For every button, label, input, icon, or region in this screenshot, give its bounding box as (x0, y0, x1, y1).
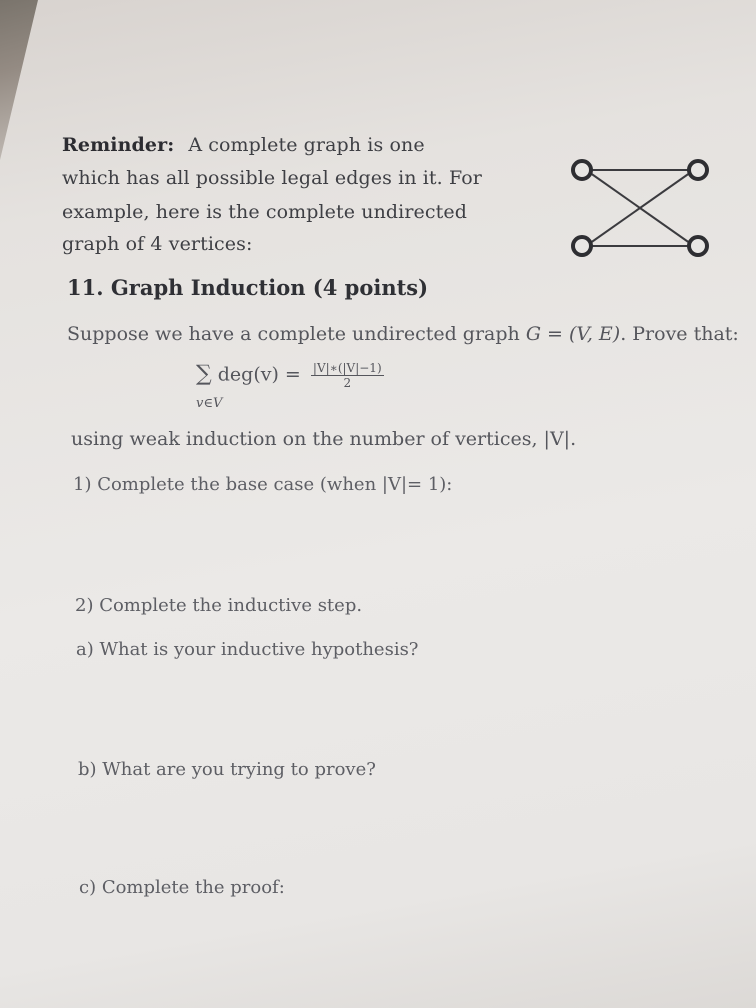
method-line: using weak induction on the number of vertices, |V|. (71, 428, 577, 450)
reminder-line-2: which has all possible legal edges in it. For (62, 167, 482, 189)
sum-symbol: ∑ (196, 361, 212, 387)
prompt-math: G = (V, E) (525, 323, 621, 345)
reminder-line-3: example, here is the complete undirected (62, 201, 467, 223)
question-inductive-step: 2) Complete the inductive step. (75, 595, 363, 616)
vertex-bottom-right (689, 237, 707, 255)
question-base-case: 1) Complete the base case (when |V|= 1): (73, 474, 453, 495)
section-heading: 11. Graph Induction (4 points) (67, 275, 429, 300)
prompt-end: . Prove that: (620, 323, 739, 345)
reminder-line-4: graph of 4 vertices: (62, 233, 253, 255)
complete-graph-k4-diagram (560, 150, 720, 265)
question-hypothesis: a) What is your inductive hypothesis? (76, 639, 419, 660)
formula-numerator: |V|∗(|V|−1) (312, 361, 382, 375)
vertex-top-left (573, 161, 591, 179)
vertex-bottom-left (573, 237, 591, 255)
reminder-line-1 (62, 134, 425, 156)
vertex-top-right (689, 161, 707, 179)
reminder-text-1: A complete graph is one (188, 134, 425, 156)
formula (196, 361, 384, 390)
question-proof: c) Complete the proof: (79, 877, 285, 898)
formula-fraction (311, 361, 384, 390)
formula-subscript: v∈V (196, 396, 223, 411)
prompt-text: Suppose we have a complete undirected graph (67, 323, 520, 345)
reminder-label: Reminder: (62, 134, 175, 156)
formula-lhs: deg(v) = (217, 363, 301, 386)
formula-denominator: 2 (343, 376, 352, 390)
question-prove: b) What are you trying to prove? (78, 759, 376, 780)
prompt-line (67, 323, 739, 345)
